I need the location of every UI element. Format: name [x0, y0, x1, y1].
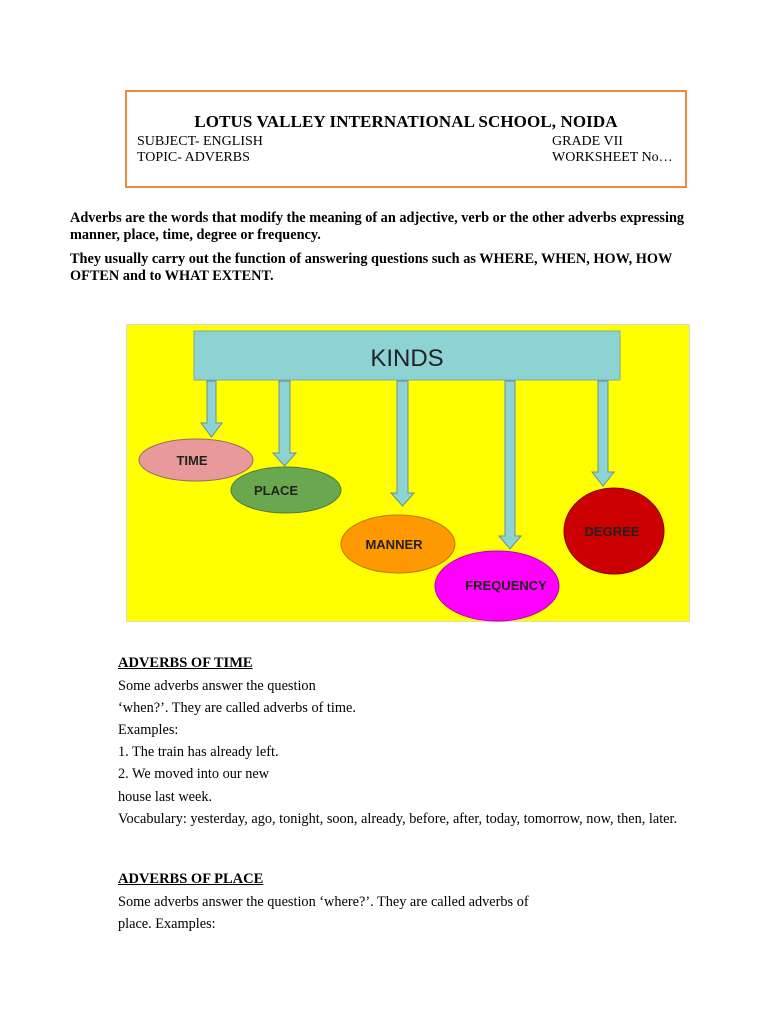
manner-label: MANNER — [365, 537, 423, 552]
time-vocabulary: Vocabulary: yesterday, ago, tonight, soon, already, before, after, today, tomorrow, now, then, later. — [118, 811, 678, 827]
time-example-2b: house last week. — [118, 789, 213, 805]
intro-paragraph-2: They usually carry out the function of answering questions such as WHERE, WHEN, HOW, HOW OFTEN and to WHAT EXTENT. — [70, 251, 673, 284]
intro-paragraph-1: Adverbs are the words that modify the meaning of an adjective, verb or the other adverbs expressing manner, place, time, degree or frequency. — [70, 210, 685, 243]
subject-label: SUBJECT- ENGLISH — [137, 134, 263, 149]
kinds-diagram — [126, 324, 690, 622]
place-section-title: ADVERBS OF PLACE — [118, 871, 264, 887]
place-label: PLACE — [253, 483, 299, 498]
place-line-2: place. Examples: — [118, 916, 216, 932]
time-section-title: ADVERBS OF TIME — [118, 655, 253, 671]
time-line-2: ‘when?’. They are called adverbs of time. — [118, 700, 356, 716]
time-example-2a: 2. We moved into our new — [118, 766, 270, 782]
kinds-title: KINDS — [370, 345, 444, 372]
topic-label: TOPIC- ADVERBS — [137, 150, 250, 165]
time-line-1: Some adverbs answer the question — [118, 678, 316, 694]
grade-label: GRADE VII — [552, 134, 623, 149]
frequency-label: FREQUENCY — [465, 578, 547, 593]
time-example-1: 1. The train has already left. — [118, 744, 279, 760]
time-label: TIME — [176, 453, 208, 468]
degree-label: DEGREE — [584, 524, 640, 539]
place-line-1: Some adverbs answer the question ‘where?’. They are called adverbs of — [118, 894, 529, 910]
worksheet-label: WORKSHEET No… — [552, 150, 673, 165]
header-box — [125, 90, 687, 188]
school-name: LOTUS VALLEY INTERNATIONAL SCHOOL, NOIDA — [194, 112, 618, 131]
time-examples-label: Examples: — [118, 722, 179, 738]
